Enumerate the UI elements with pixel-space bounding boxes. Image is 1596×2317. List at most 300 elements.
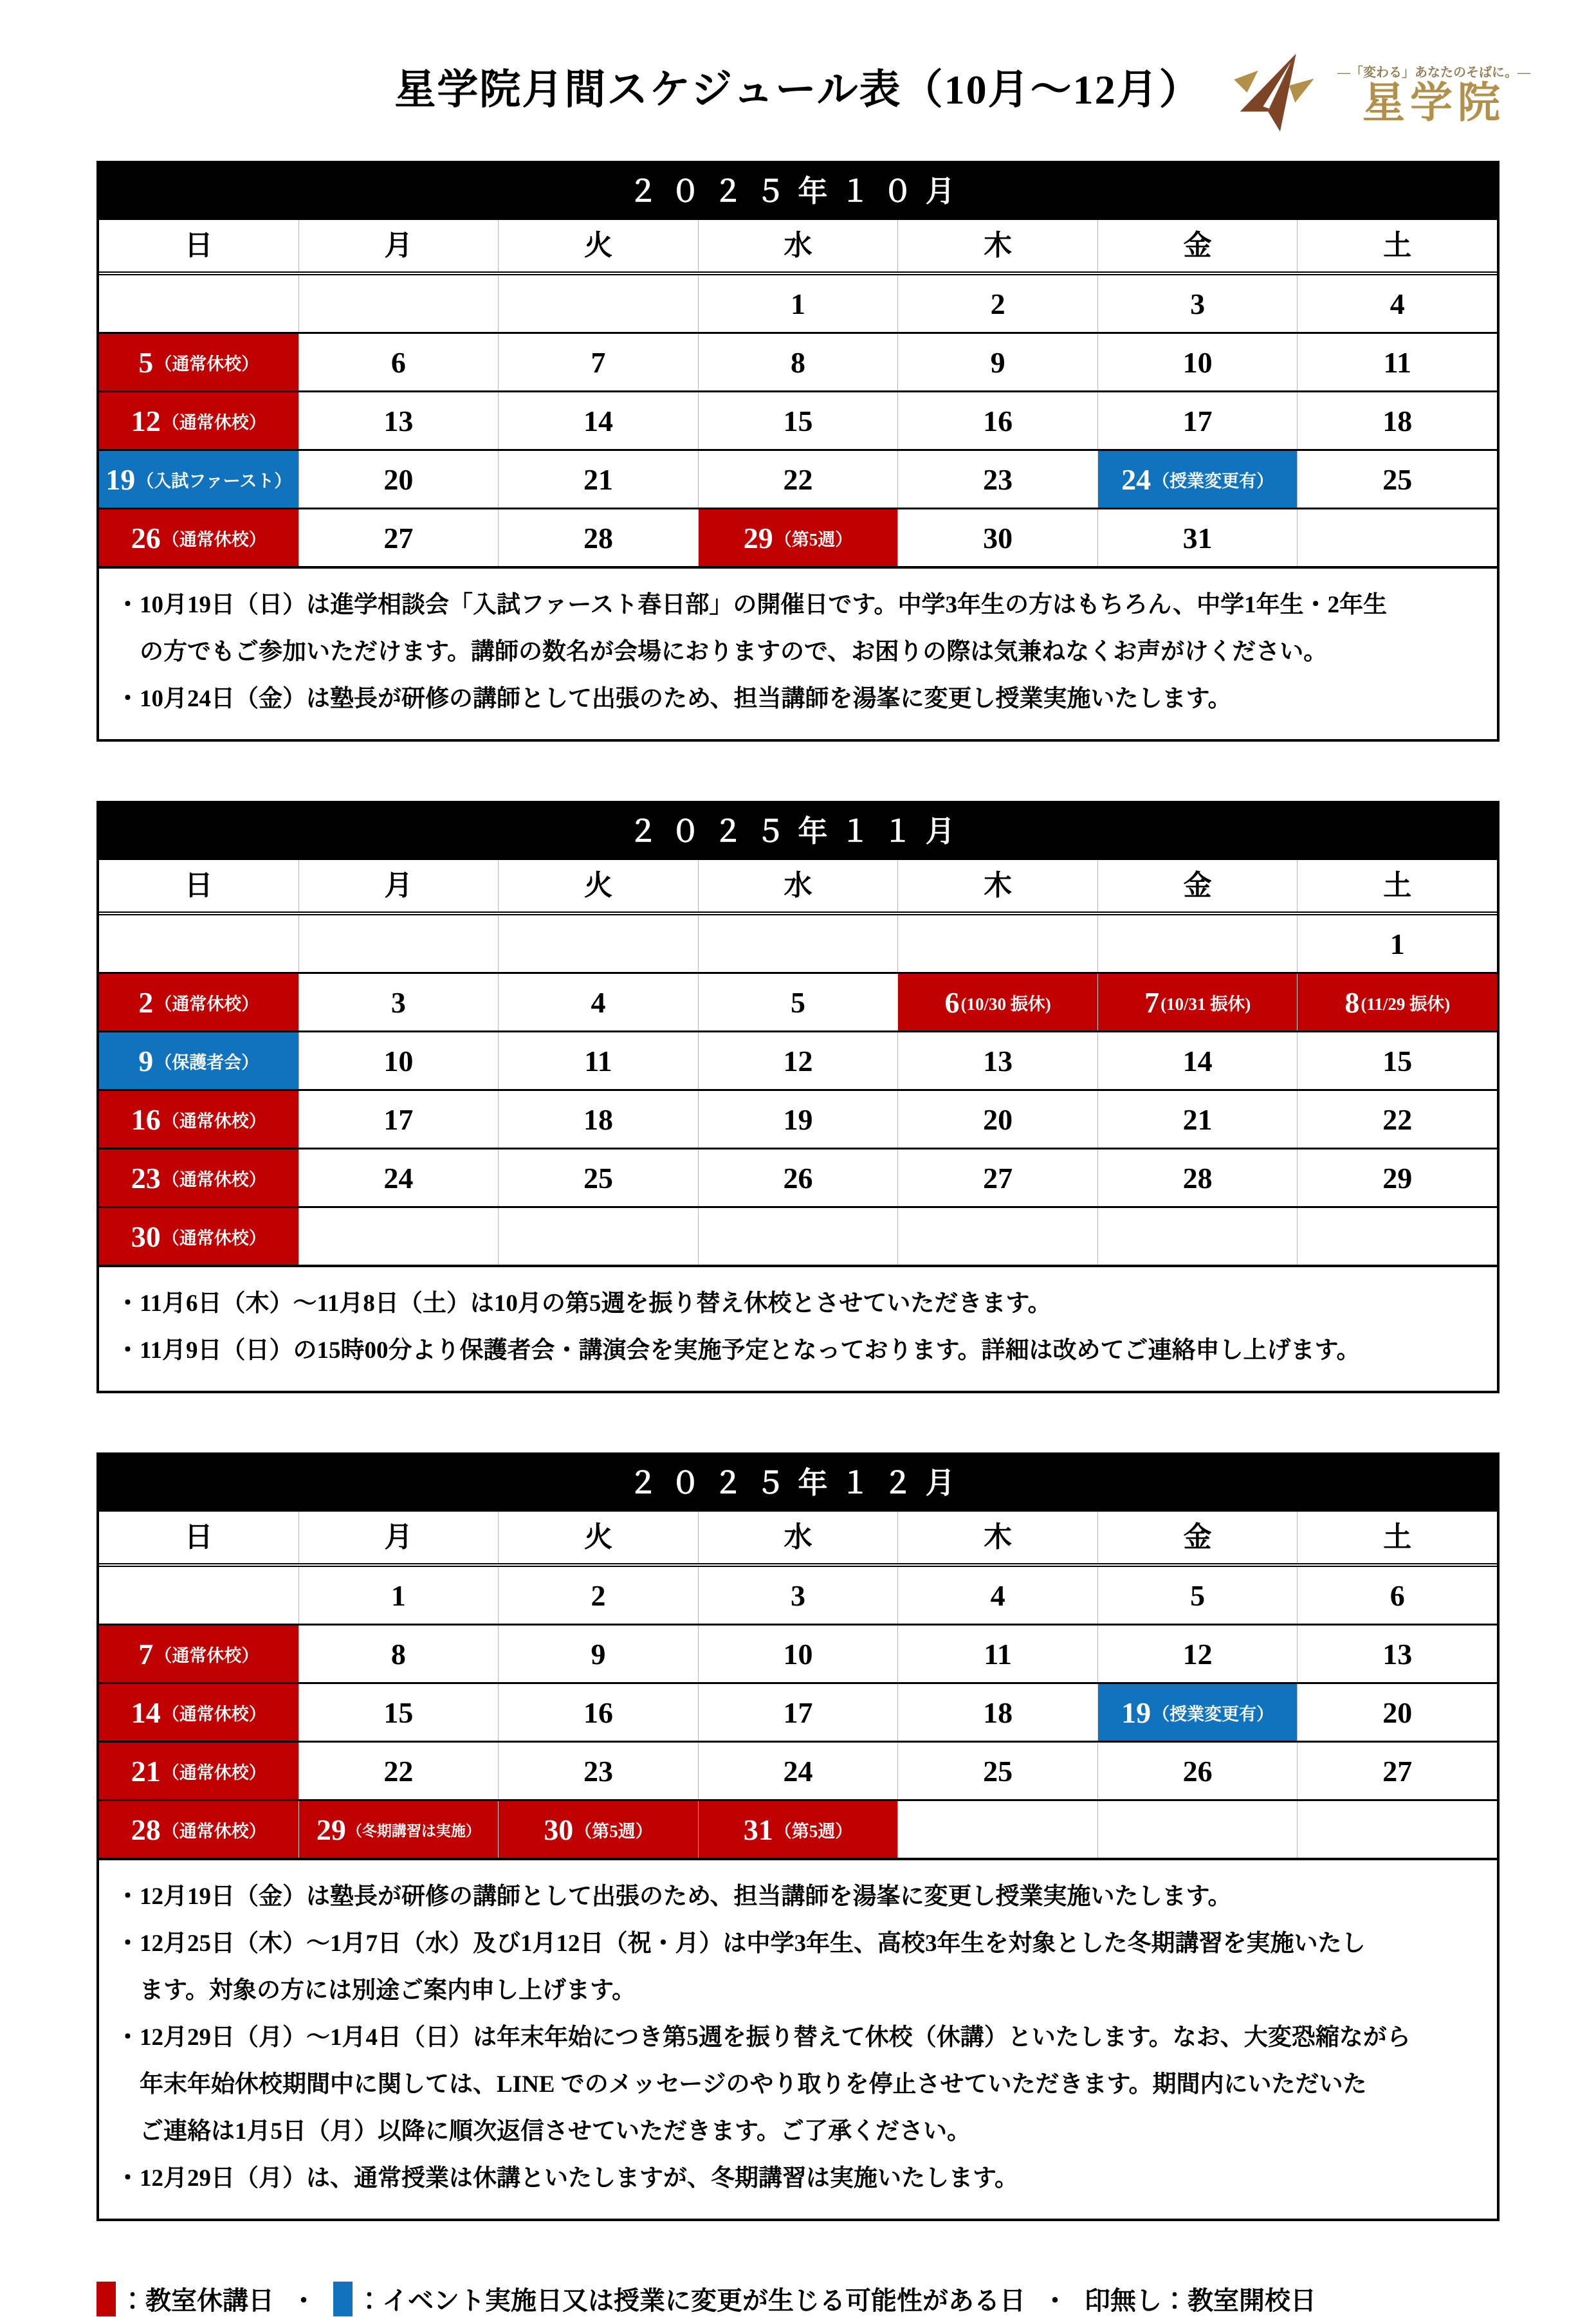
calendar-day-cell [99, 1208, 298, 1265]
note-line: の方でもご参加いただけます。講師の数名が会場におりますので、お困りの際は気兼ねなくお声がけください。 [116, 639, 1328, 665]
day-number: 8 [390, 1637, 406, 1671]
day-number: 23 [583, 1754, 613, 1788]
day-number: 18 [583, 1103, 613, 1136]
weekday-header-cell: 金 [1097, 220, 1298, 271]
weekday-header-cell: 水 [698, 220, 898, 271]
day-annotation: （保護者会） [154, 1052, 259, 1072]
calendar-day-cell [1297, 451, 1497, 508]
month-notes [99, 1267, 1497, 1391]
day-number: 16 [131, 1103, 161, 1136]
day-number: 9 [990, 345, 1005, 379]
month-calendar [96, 1452, 1500, 2221]
calendar-day-cell [897, 334, 1097, 390]
day-number: 31 [743, 1813, 773, 1846]
calendar-day-cell [698, 1626, 898, 1682]
day-number: 1 [390, 1579, 406, 1612]
note-line: ・11月6日（木）～11月8日（土）は10月の第5週を振り替え休校とさせていただきます。 [116, 1290, 1052, 1317]
weekday-header-cell: 土 [1297, 1512, 1497, 1563]
day-number: 12 [131, 404, 161, 437]
day-number: 20 [1382, 1696, 1413, 1729]
day-number: 15 [783, 404, 813, 437]
calendar-week-row [99, 334, 1497, 392]
note-line: ・12月19日（金）は塾長が研修の講師として出張のため、担当講師を湯峯に変更し授業実施いたします。 [116, 1883, 1232, 1910]
legend-item [96, 2280, 274, 2317]
calendar-week-row [99, 1091, 1497, 1149]
calendar-day-cell [298, 974, 499, 1030]
calendar-day-cell [298, 275, 499, 332]
day-number: 21 [131, 1754, 161, 1788]
day-number: 9 [591, 1637, 606, 1671]
day-number: 7 [591, 345, 606, 379]
calendar-day-cell [897, 275, 1097, 332]
weekday-header-cell: 土 [1297, 860, 1497, 911]
calendar-day-cell [298, 1567, 499, 1624]
calendar-day-cell [897, 974, 1097, 1030]
calendar-day-cell [1297, 915, 1497, 972]
day-number: 23 [983, 462, 1013, 496]
day-number: 21 [1182, 1103, 1213, 1136]
day-number: 16 [583, 1696, 613, 1729]
day-number: 4 [1390, 287, 1405, 320]
day-number: 11 [984, 1637, 1012, 1671]
calendar-day-cell [99, 1801, 298, 1858]
calendar-day-cell [298, 1743, 499, 1799]
month-title: ２０２５年１１月 [99, 803, 1497, 860]
day-number: 2 [990, 287, 1005, 320]
day-number: 19 [1121, 1696, 1151, 1729]
calendar-day-cell [498, 1684, 698, 1741]
day-number: 24 [383, 1161, 414, 1195]
calendar-day-cell [1097, 915, 1298, 972]
day-number: 14 [131, 1696, 161, 1729]
weekday-header-row [99, 220, 1497, 275]
calendar-day-cell [1297, 1684, 1497, 1741]
day-number: 17 [1182, 404, 1213, 437]
logo-texts [1337, 62, 1530, 127]
calendar-day-cell [498, 1149, 698, 1206]
day-number: 30 [131, 1220, 161, 1253]
day-number: 3 [390, 985, 406, 1019]
day-number: 30 [983, 521, 1013, 554]
day-annotation: （通常休校） [161, 1228, 266, 1248]
day-number: 7 [138, 1637, 154, 1671]
weekday-header-cell: 日 [184, 1521, 213, 1553]
calendar-day-cell [99, 451, 298, 508]
calendar-week-row [99, 974, 1497, 1032]
logo-tagline: ―「変わる」あなたのそばに。― [1337, 66, 1530, 80]
day-annotation: （第5週） [774, 529, 853, 549]
calendar-day-cell [897, 1091, 1097, 1148]
day-number: 29 [743, 521, 773, 554]
calendar-day-cell [698, 1091, 898, 1148]
calendar-day-cell [1297, 1208, 1497, 1265]
day-number: 28 [1182, 1161, 1213, 1195]
calendar-day-cell [298, 1032, 499, 1089]
note-line: ・10月24日（金）は塾長が研修の講師として出張のため、担当講師を湯峯に変更し授業実施いたします。 [116, 686, 1232, 712]
day-number: 27 [983, 1161, 1013, 1195]
calendar-day-cell [897, 451, 1097, 508]
calendar-day-cell [1297, 509, 1497, 566]
day-number: 20 [383, 462, 414, 496]
day-annotation: (10/30 振休) [960, 994, 1051, 1014]
day-number: 22 [1382, 1103, 1413, 1136]
weekday-header-row [99, 1512, 1497, 1567]
weekday-header-cell: 火 [498, 1512, 698, 1563]
calendar-day-cell [897, 1567, 1097, 1624]
calendar-week-row [99, 1149, 1497, 1208]
calendar-week-row [99, 1032, 1497, 1091]
month-notes [99, 1860, 1497, 2219]
day-annotation: （授業変更有） [1152, 1704, 1274, 1724]
day-annotation: （通常休校） [161, 1169, 266, 1189]
day-annotation: （第5週） [574, 1821, 653, 1841]
calendar-day-cell [99, 974, 298, 1030]
calendar-day-cell [897, 915, 1097, 972]
day-number: 6 [1390, 1579, 1405, 1612]
calendar-day-cell [99, 334, 298, 390]
paper-plane-icon [1231, 50, 1334, 140]
calendar-day-cell [298, 1091, 499, 1148]
calendar-day-cell [99, 1567, 298, 1624]
calendar-day-cell [698, 334, 898, 390]
legend-separator: ・ [291, 2286, 316, 2315]
day-number: 13 [1382, 1637, 1413, 1671]
day-number: 2 [591, 1579, 606, 1612]
calendar-day-cell [498, 974, 698, 1030]
weekday-header-cell: 日 [184, 230, 213, 261]
day-annotation: （通常休校） [161, 529, 266, 549]
day-number: 4 [990, 1579, 1005, 1612]
day-annotation: （第5週） [774, 1821, 853, 1841]
calendar-day-cell [1097, 1743, 1298, 1799]
calendar-day-cell [298, 1149, 499, 1206]
weekday-header-cell: 金 [1097, 1512, 1298, 1563]
calendar-day-cell [498, 509, 698, 566]
day-number: 19 [105, 462, 136, 496]
day-annotation: (11/29 振休) [1361, 994, 1451, 1014]
calendar-week-row [99, 1743, 1497, 1801]
calendar-week-row [99, 1684, 1497, 1743]
day-annotation: （通常休校） [161, 1704, 266, 1724]
calendar-day-cell [298, 1208, 499, 1265]
day-number: 26 [131, 521, 161, 554]
calendar-day-cell [1097, 1801, 1298, 1858]
calendar-week-row [99, 1626, 1497, 1684]
logo-name: 星学院 [1362, 80, 1505, 127]
note-line: ・10月19日（日）は進学相談会「入試ファースト春日部」の開催日です。中学3年生の方はもちろん、中学1年生・2年生 [116, 592, 1388, 618]
note-line: ご連絡は1月5日（月）以降に順次返信させていただきます。ご了承ください。 [116, 2118, 971, 2145]
day-number: 26 [783, 1161, 813, 1195]
day-number: 13 [383, 404, 414, 437]
calendar-week-row [99, 392, 1497, 451]
weekday-header-cell: 金 [1097, 860, 1298, 911]
calendar-day-cell [298, 1626, 499, 1682]
month-title: ２０２５年１０月 [99, 163, 1497, 220]
calendar-day-cell [498, 451, 698, 508]
day-number: 1 [791, 287, 806, 320]
weekday-header-cell: 水 [698, 1512, 898, 1563]
day-number: 28 [131, 1813, 161, 1846]
calendar-week-row [99, 451, 1497, 509]
day-number: 8 [791, 345, 806, 379]
calendar-day-cell [99, 392, 298, 449]
calendar-day-cell [897, 1149, 1097, 1206]
day-number: 1 [1390, 927, 1405, 960]
legend-label: ：教室休講日 [120, 2286, 274, 2315]
day-number: 29 [316, 1813, 346, 1846]
day-number: 24 [783, 1754, 813, 1788]
calendar-day-cell [1297, 275, 1497, 332]
day-number: 2 [138, 985, 154, 1019]
note-line: ・12月29日（月）は、通常授業は休講といたしますが、冬期講習は実施いたします。 [116, 2165, 1019, 2192]
weekday-header-cell: 木 [897, 220, 1097, 271]
calendar-day-cell [99, 1091, 298, 1148]
weekday-header-cell: 水 [698, 860, 898, 911]
calendar-months [96, 161, 1500, 2221]
weekday-header-cell: 月 [298, 220, 499, 271]
calendar-day-cell [498, 1567, 698, 1624]
day-number: 14 [583, 404, 613, 437]
calendar-day-cell [498, 392, 698, 449]
calendar-week-row [99, 275, 1497, 334]
calendar-day-cell [698, 509, 898, 566]
calendar-week-row [99, 1801, 1497, 1860]
day-number: 11 [584, 1044, 612, 1077]
calendar-day-cell [1297, 1032, 1497, 1089]
calendar-day-cell [1097, 1626, 1298, 1682]
calendar-day-cell [1297, 334, 1497, 390]
calendar-day-cell [1097, 275, 1298, 332]
calendar-day-cell [1097, 1684, 1298, 1741]
calendar-day-cell [897, 1684, 1097, 1741]
school-logo [1231, 46, 1530, 143]
calendar-day-cell [99, 1684, 298, 1741]
day-number: 12 [783, 1044, 813, 1077]
calendar-day-cell [498, 1743, 698, 1799]
page-header [0, 0, 1596, 161]
legend-separator: ・ [1042, 2286, 1068, 2315]
day-number: 22 [383, 1754, 414, 1788]
day-annotation: （冬期講習は実施） [347, 1822, 481, 1839]
calendar-day-cell [298, 392, 499, 449]
calendar-day-cell [498, 915, 698, 972]
calendar-day-cell [99, 1149, 298, 1206]
calendar-day-cell [897, 392, 1097, 449]
calendar-day-cell [1297, 1149, 1497, 1206]
calendar-day-cell [1097, 334, 1298, 390]
day-number: 12 [1182, 1637, 1213, 1671]
calendar-day-cell [897, 509, 1097, 566]
calendar-day-cell [99, 1032, 298, 1089]
calendar-day-cell [1297, 1091, 1497, 1148]
day-number: 14 [1182, 1044, 1213, 1077]
calendar-day-cell [1297, 1567, 1497, 1624]
day-number: 16 [983, 404, 1013, 437]
day-number: 8 [1344, 985, 1360, 1019]
calendar-day-cell [897, 1743, 1097, 1799]
calendar-day-cell [298, 1801, 499, 1858]
page-title: 星学院月間スケジュール表（10月～12月） [394, 67, 1202, 113]
day-number: 3 [791, 1579, 806, 1612]
legend-label: 印無し：教室開校日 [1085, 2286, 1316, 2315]
day-annotation: （通常休校） [161, 1111, 266, 1131]
event-day-swatch-icon [333, 2282, 353, 2316]
calendar-day-cell [698, 1567, 898, 1624]
day-number: 18 [1382, 404, 1413, 437]
day-number: 15 [383, 1696, 414, 1729]
calendar-day-cell [1097, 509, 1298, 566]
calendar-week-row [99, 915, 1497, 974]
calendar-day-cell [1297, 974, 1497, 1030]
weekday-header-cell: 土 [1297, 220, 1497, 271]
calendar-day-cell [1097, 1091, 1298, 1148]
legend [96, 2280, 1596, 2317]
legend-item [1085, 2280, 1316, 2317]
day-number: 13 [983, 1044, 1013, 1077]
day-number: 22 [783, 462, 813, 496]
calendar-day-cell [298, 451, 499, 508]
month-calendar [96, 161, 1500, 742]
weekday-header-row [99, 860, 1497, 915]
weekday-header-cell: 月 [298, 1512, 499, 1563]
calendar-day-cell [698, 1032, 898, 1089]
day-number: 30 [544, 1813, 574, 1846]
calendar-day-cell [1097, 451, 1298, 508]
calendar-day-cell [897, 1032, 1097, 1089]
day-number: 6 [390, 345, 406, 379]
day-number: 6 [944, 985, 960, 1019]
closed-day-swatch-icon [96, 2282, 116, 2316]
calendar-day-cell [298, 509, 499, 566]
day-number: 4 [591, 985, 606, 1019]
calendar-day-cell [1097, 1032, 1298, 1089]
calendar-day-cell [698, 915, 898, 972]
calendar-day-cell [1097, 974, 1298, 1030]
day-number: 21 [583, 462, 613, 496]
calendar-day-cell [897, 1208, 1097, 1265]
month-calendar [96, 801, 1500, 1393]
day-number: 5 [791, 985, 806, 1019]
calendar-day-cell [1297, 1801, 1497, 1858]
calendar-day-cell [698, 1801, 898, 1858]
legend-item [333, 2280, 1025, 2317]
day-annotation: （授業変更有） [1152, 471, 1274, 491]
weekday-header-cell: 日 [184, 870, 213, 901]
day-annotation: （通常休校） [154, 1645, 259, 1665]
day-number: 28 [583, 521, 613, 554]
calendar-day-cell [99, 1743, 298, 1799]
weekday-header-cell: 木 [897, 1512, 1097, 1563]
day-number: 27 [383, 521, 414, 554]
calendar-day-cell [498, 1091, 698, 1148]
day-number: 3 [1190, 287, 1206, 320]
calendar-day-cell [298, 334, 499, 390]
day-number: 26 [1182, 1754, 1213, 1788]
calendar-day-cell [1297, 1743, 1497, 1799]
month-notes [99, 568, 1497, 739]
calendar-day-cell [99, 915, 298, 972]
day-number: 18 [983, 1696, 1013, 1729]
calendar-day-cell [698, 974, 898, 1030]
day-number: 20 [983, 1103, 1013, 1136]
legend-label: ：イベント実施日又は授業に変更が生じる可能性がある日 [356, 2286, 1025, 2315]
calendar-day-cell [698, 1743, 898, 1799]
day-number: 15 [1382, 1044, 1413, 1077]
calendar-day-cell [1097, 1149, 1298, 1206]
calendar-week-row [99, 1208, 1497, 1267]
calendar-day-cell [498, 1626, 698, 1682]
calendar-day-cell [498, 1208, 698, 1265]
calendar-day-cell [897, 1801, 1097, 1858]
note-line: ・12月25日（木）～1月7日（水）及び1月12日（祝・月）は中学3年生、高校3年生を対象とした冬期講習を実施いたし [116, 1930, 1366, 1957]
calendar-day-cell [99, 1626, 298, 1682]
day-annotation: （通常休校） [154, 994, 259, 1014]
day-number: 10 [383, 1044, 414, 1077]
day-annotation: （通常休校） [161, 1763, 266, 1782]
day-number: 31 [1182, 521, 1213, 554]
day-number: 27 [1382, 1754, 1413, 1788]
day-annotation: （通常休校） [154, 354, 259, 374]
day-annotation: （入試ファースト） [136, 471, 292, 491]
calendar-day-cell [1097, 1208, 1298, 1265]
calendar-day-cell [698, 451, 898, 508]
day-number: 25 [1382, 462, 1413, 496]
calendar-day-cell [498, 1032, 698, 1089]
day-number: 5 [1190, 1579, 1206, 1612]
day-annotation: (10/31 振休) [1160, 994, 1251, 1014]
day-number: 19 [783, 1103, 813, 1136]
calendar-day-cell [99, 275, 298, 332]
day-number: 9 [138, 1044, 154, 1077]
weekday-header-cell: 月 [298, 860, 499, 911]
day-number: 25 [983, 1754, 1013, 1788]
calendar-week-row [99, 1567, 1497, 1626]
calendar-day-cell [99, 509, 298, 566]
calendar-week-row [99, 509, 1497, 568]
note-line: 年末年始休校期間中に関しては、LINE でのメッセージのやり取りを停止させていただきます。期間内にいただいた [116, 2071, 1367, 2098]
calendar-day-cell [897, 1626, 1097, 1682]
day-number: 7 [1144, 985, 1160, 1019]
month-title: ２０２５年１２月 [99, 1455, 1497, 1512]
note-line: ・11月9日（日）の15時00分より保護者会・講演会を実施予定となっております。詳細は改めてご連絡申し上げます。 [116, 1337, 1361, 1364]
weekday-header-cell: 木 [897, 860, 1097, 911]
calendar-day-cell [1297, 1626, 1497, 1682]
calendar-day-cell [498, 334, 698, 390]
day-annotation: （通常休校） [161, 1821, 266, 1841]
day-annotation: （通常休校） [161, 412, 266, 432]
calendar-day-cell [1297, 392, 1497, 449]
day-number: 29 [1382, 1161, 1413, 1195]
calendar-day-cell [698, 1684, 898, 1741]
calendar-day-cell [698, 1149, 898, 1206]
day-number: 5 [138, 345, 154, 379]
day-number: 17 [383, 1103, 414, 1136]
calendar-day-cell [698, 392, 898, 449]
calendar-day-cell [1097, 1567, 1298, 1624]
calendar-day-cell [698, 275, 898, 332]
calendar-day-cell [298, 1684, 499, 1741]
day-number: 11 [1383, 345, 1411, 379]
note-line: ます。対象の方には別途ご案内申し上げます。 [116, 1977, 636, 2004]
note-line: ・12月29日（月）～1月4日（日）は年末年始につき第5週を振り替えて休校（休講）といたします。なお、大変恐縮ながら [116, 2024, 1411, 2051]
calendar-day-cell [498, 1801, 698, 1858]
day-number: 10 [1182, 345, 1213, 379]
day-number: 25 [583, 1161, 613, 1195]
day-number: 24 [1121, 462, 1151, 496]
day-number: 23 [131, 1161, 161, 1195]
calendar-day-cell [698, 1208, 898, 1265]
day-number: 10 [783, 1637, 813, 1671]
